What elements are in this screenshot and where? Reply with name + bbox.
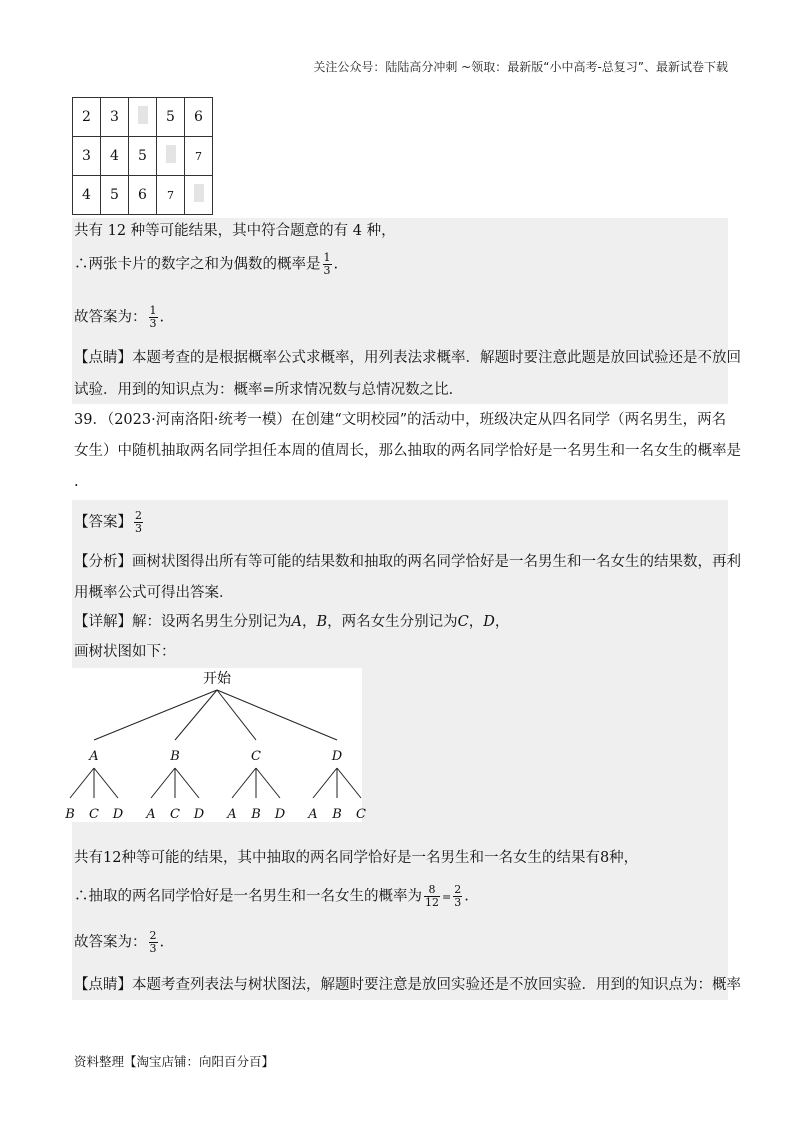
table-cell: 7 (157, 176, 185, 215)
question-39-line-2: 女生）中随机抽取两名同学担任本周的值周长，那么抽取的两名同学恰好是一名男生和一名女生的概率是 (74, 443, 741, 459)
answer-line: 【答案】 $\frac{2}{3}$ (74, 509, 142, 535)
tree-node-label: D (331, 749, 343, 764)
question-39-line-1: 39．（2023·河南洛阳·统考一模）在创建“文明校园”的活动中，班级决定从四名同学（两名男生，两名 (74, 412, 727, 428)
tree-leaf-label: C (170, 807, 180, 822)
detail-line: 【详解】解：设两名男生分别记为A，B，两名女生分别记为C，D， (74, 614, 510, 630)
tree-diagram (65, 668, 366, 822)
tree-leaf-label: D (112, 807, 124, 822)
tree-child-branch (151, 768, 175, 798)
tree-node-label: A (89, 749, 99, 764)
prev-result-line: 共有 12 种等可能结果，其中符合题意的有 4 种， (74, 223, 396, 239)
tree-leaf-label: B (332, 807, 342, 822)
tree-node-label: C (251, 749, 261, 764)
tree-leaf-label: A (146, 807, 156, 822)
table-cell: 6 (129, 176, 157, 215)
prev-comment-line-2: 试验．用到的知识点为：概率=所求情况数与总情况数之比． (74, 382, 464, 398)
table-row (73, 137, 213, 176)
table-cell: 6 (185, 98, 213, 137)
analysis-line-2: 用概率公式可得出答案． (74, 585, 234, 601)
table-cell: 3 (73, 137, 101, 176)
tree-branch (175, 690, 217, 740)
tree-leaf-label: C (356, 807, 366, 822)
tree-child-branch (337, 768, 361, 798)
table-cell: 5 (129, 137, 157, 176)
table-cell: 4 (73, 176, 101, 215)
table-cell: 5 (101, 176, 129, 215)
tree-root: 开始 (203, 671, 231, 687)
comment-line: 【点睛】本题考查列表法与树状图法，解题时要注意是放回实验还是不放回实验．用到的知识点为：概率 (74, 977, 741, 993)
table-cell: 5 (157, 98, 185, 137)
tree-svg (65, 668, 366, 822)
analysis-line-1: 【分析】画树状图得出所有等可能的结果数和抽取的两名同学恰好是一名男生和一名女生的结果数，再利 (74, 554, 741, 570)
table-cell: 7 (185, 137, 213, 176)
table-cell: 4 (101, 137, 129, 176)
tree-child-branch (175, 768, 199, 798)
prev-answer-line: 故答案为： $\frac{1}{3}$ . (74, 304, 165, 330)
tree-leaf-label: A (308, 807, 318, 822)
tree-intro-line: 画树状图如下： (74, 644, 176, 660)
page-header: 关注公众号：陆陆高分冲刺 ~领取：最新版“小中高考-总复习”、最新试卷下载 (313, 60, 728, 74)
tree-child-branch (256, 768, 280, 798)
answer2-line: 故答案为： $\frac{2}{3}$ . (74, 929, 165, 955)
tree-leaf-label: C (89, 807, 99, 822)
result-line-2: ∴抽取的两名同学恰好是一名男生和一名女生的概率为 $\frac{8}{12}$ = $\frac{2}{3}$ . (74, 883, 469, 909)
table-cell: 2 (73, 98, 101, 137)
tree-leaf-label: B (251, 807, 261, 822)
table-row (73, 98, 213, 137)
table-cell: 3 (101, 98, 129, 137)
tree-branch (94, 690, 217, 740)
sum-table (72, 97, 213, 215)
question-39-line-3: . (74, 474, 79, 490)
tree-child-branch (313, 768, 337, 798)
tree-leaf-label: A (227, 807, 237, 822)
tree-child-branch (232, 768, 256, 798)
prev-probability-line: ∴两张卡片的数字之和为偶数的概率是 $\frac{1}{3}$ . (74, 251, 339, 277)
prev-solution-block (72, 218, 728, 404)
prev-comment-line-1: 【点睛】本题考查的是根据概率公式求概率，用列表法求概率．解题时要注意此题是放回试验还是不放回 (74, 350, 741, 366)
result-line-1: 共有12种等可能的结果，其中抽取的两名同学恰好是一名男生和一名女生的结果有8种， (74, 850, 639, 866)
table-cell-blank (185, 176, 213, 215)
tree-branch (217, 690, 337, 740)
tree-leaf-label: D (274, 807, 286, 822)
table-row (73, 176, 213, 215)
tree-leaf-label: B (65, 807, 75, 822)
table-cell-blank (157, 137, 185, 176)
tree-leaf-label: D (193, 807, 205, 822)
tree-branch (217, 690, 256, 740)
page-footer: 资料整理【淘宝店铺：向阳百分百】 (74, 1054, 275, 1069)
tree-child-branch (70, 768, 94, 798)
tree-child-branch (94, 768, 118, 798)
table-cell-blank (129, 98, 157, 137)
tree-node-label: B (170, 749, 180, 764)
